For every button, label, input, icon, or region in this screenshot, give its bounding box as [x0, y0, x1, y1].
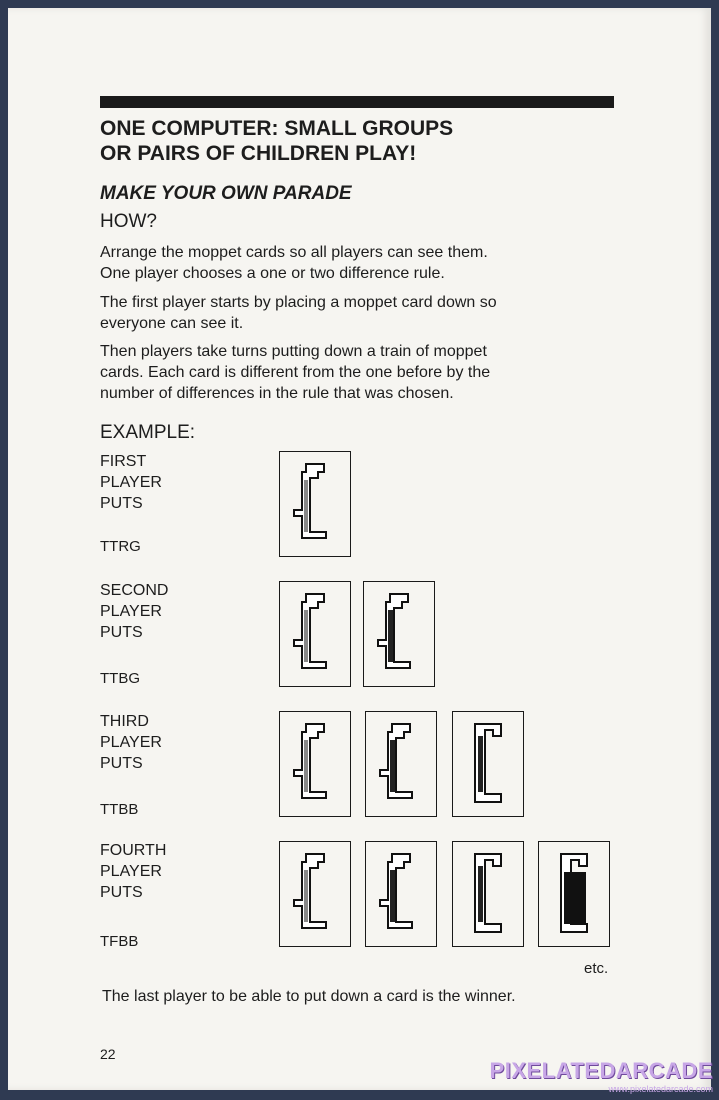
- instruction-paragraph: Then players take turns putting down a train of moppet cards. Each card is different from the one before by the number of differences in the rule that was chosen.: [100, 343, 491, 402]
- moppet-card: [452, 841, 524, 947]
- watermark: [490, 1058, 713, 1094]
- moppet-card: [279, 581, 351, 687]
- moppet-figure: [475, 854, 501, 932]
- moppet-card: [365, 841, 437, 947]
- moppet-card: [279, 451, 351, 557]
- moppet-card: [279, 711, 351, 817]
- manual-page: [8, 8, 711, 1090]
- moppet-card: [279, 841, 351, 947]
- section-title: MAKE YOUR OWN PARADE: [100, 183, 352, 204]
- closing-sentence: The last player to be able to put down a card is the winner.: [102, 988, 516, 1005]
- trait-code: TTBG: [100, 670, 140, 687]
- example-label: EXAMPLE:: [100, 422, 196, 443]
- etc-label: etc.: [584, 960, 609, 977]
- moppet-figure: [475, 724, 501, 802]
- moppet-card: [538, 841, 610, 947]
- moppet-figure: [294, 854, 326, 928]
- trait-code: TTRG: [100, 538, 141, 555]
- moppet-figure: [294, 594, 326, 668]
- moppet-figure: [561, 854, 587, 932]
- moppet-card: [365, 711, 437, 817]
- how-label: HOW?: [100, 211, 157, 232]
- player-label: FIRST PLAYER PUTS: [100, 453, 162, 512]
- moppet-figure: [378, 594, 410, 668]
- moppet-card: [363, 581, 435, 687]
- moppet-figure: [380, 854, 412, 928]
- page-heading: ONE COMPUTER: SMALL GROUPS OR PAIRS OF CHILDREN PLAY!: [100, 117, 454, 165]
- player-label: FOURTH PLAYER PUTS: [100, 842, 167, 901]
- trait-code: TFBB: [100, 933, 139, 950]
- trait-code: TTBB: [100, 801, 139, 818]
- player-label: THIRD PLAYER PUTS: [100, 713, 162, 772]
- player-label: SECOND PLAYER PUTS: [100, 582, 169, 641]
- instruction-paragraph: Arrange the moppet cards so all players can see them. One player chooses a one or two difference rule.: [100, 244, 488, 282]
- moppet-figure: [294, 464, 326, 538]
- moppet-card: [452, 711, 524, 817]
- moppet-figure: [380, 724, 412, 798]
- watermark-url: www.pixelatedarcade.com: [608, 1084, 713, 1094]
- watermark-brand: PIXELATEDARCADE: [489, 1058, 713, 1083]
- instruction-paragraph: The first player starts by placing a moppet card down so everyone can see it.: [100, 294, 497, 332]
- page-number: 22: [100, 1046, 116, 1062]
- moppet-figure: [294, 724, 326, 798]
- heading-rule: [100, 96, 614, 108]
